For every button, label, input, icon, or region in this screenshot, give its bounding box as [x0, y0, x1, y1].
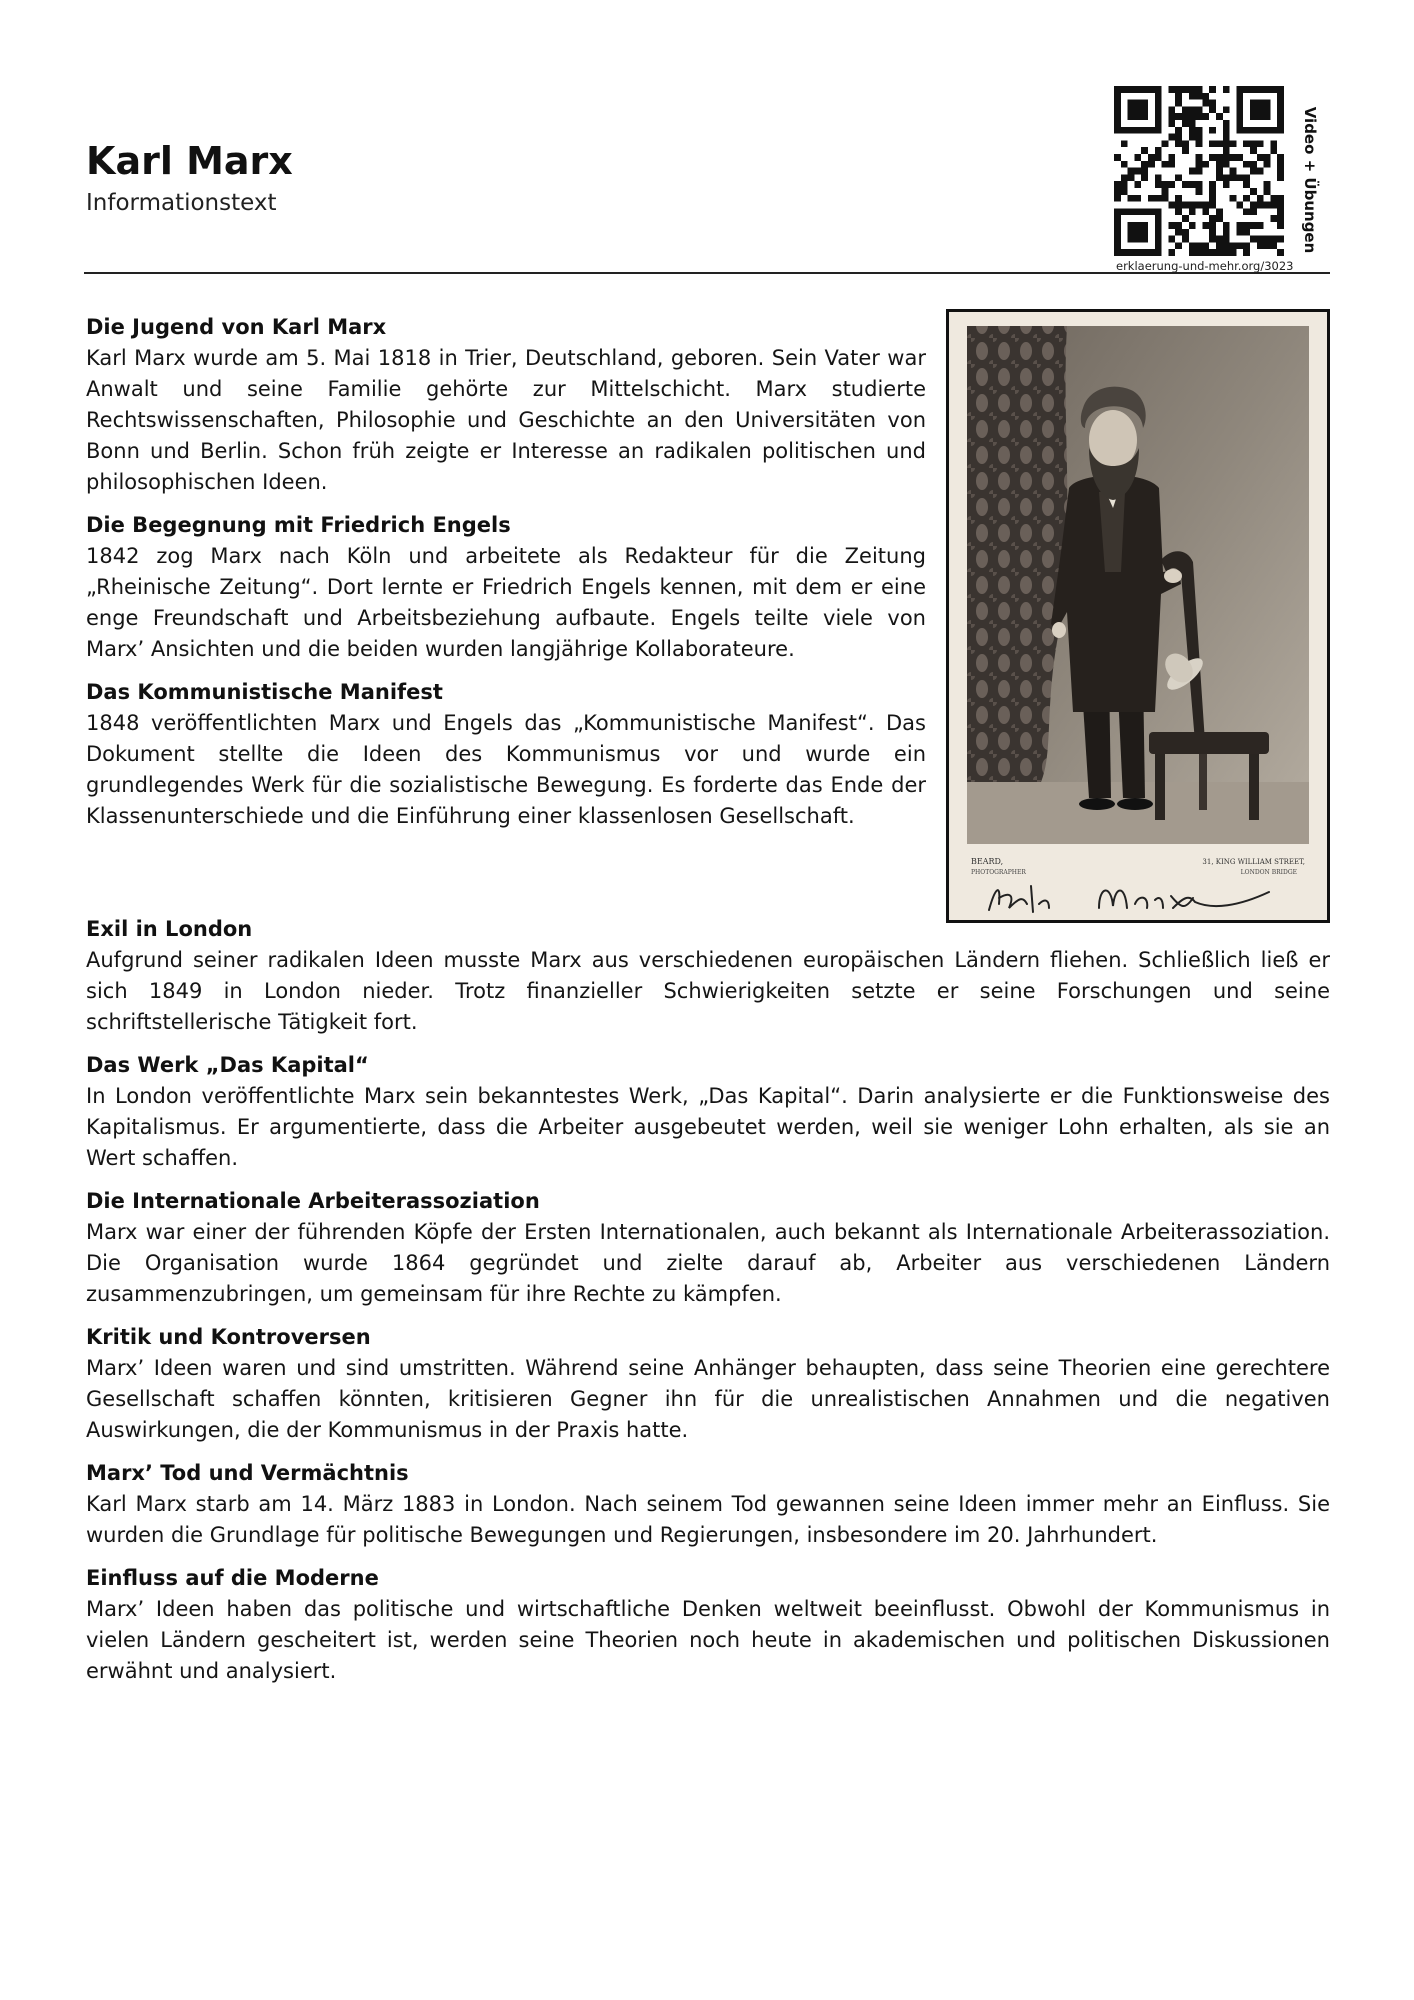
qr-code-url[interactable]: erklaerung-und-mehr.org/3023 — [1116, 259, 1294, 273]
section-manifest — [86, 677, 926, 832]
section-text: Marx war einer der führenden Köpfe der Ersten Internationalen, auch bekannt als Internationale Arbeiterassoziation. Die Organisation wurde 1864 gegründet und zielte darauf ab, Arbeiter aus verschiedenen Ländern zusammenzubringen, um gemeinsam für ihre Rechte zu kämpfen. — [86, 1220, 1330, 1306]
video-exercises-label — [1296, 100, 1324, 260]
section-heading: Das Kommunistische Manifest — [86, 680, 443, 704]
section-heading: Exil in London — [86, 917, 253, 941]
text-column-beside-photo — [86, 312, 926, 844]
section-heading: Einfluss auf die Moderne — [86, 1566, 379, 1590]
photographer-address-right: 31, KING WILLIAM STREET, — [1202, 858, 1305, 866]
section-jugend — [86, 312, 926, 498]
section-text: In London veröffentlichte Marx sein bekanntestes Werk, „Das Kapital“. Darin analysierte er die Funktionsweise des Kapitalismus. Er argumentierte, dass die Arbeiter ausgebeutet werden, weil sie weniger Lohn erhalten, als sie an Wert schaffen. — [86, 1084, 1330, 1170]
section-kapital — [86, 1050, 1330, 1174]
section-heading: Die Internationale Arbeiterassoziation — [86, 1189, 540, 1213]
header-divider — [84, 272, 1330, 274]
section-exil — [86, 914, 1330, 1038]
section-text: 1848 veröffentlichten Marx und Engels das „Kommunistische Manifest“. Das Dokument stellte die Ideen des Kommunismus vor und wurde ein grundlegendes Werk für die sozialistische Bewegung. Es forderte das Ende der Klassenunterschiede und die Einführung einer klassenlosen Gesellschaft. — [86, 711, 926, 828]
photographer-title-left: PHOTOGRAPHER — [971, 869, 1026, 876]
section-heading: Marx’ Tod und Vermächtnis — [86, 1461, 409, 1485]
section-moderne — [86, 1563, 1330, 1687]
section-text: Karl Marx wurde am 5. Mai 1818 in Trier, Deutschland, geboren. Sein Vater war Anwalt und seine Familie gehörte zur Mittelschicht. Marx studierte Rechtswissenschaften, Philosophie und Geschichte an den Universitäten von Bonn und Berlin. Schon früh zeigte er Interesse an radikalen politischen und philosophischen Ideen. — [86, 346, 926, 494]
section-text: Karl Marx starb am 14. März 1883 in London. Nach seinem Tod gewannen seine Ideen immer mehr an Einfluss. Sie wurden die Grundlage für politische Bewegungen und Regierungen, insbesondere im 20. Jahrhundert. — [86, 1492, 1330, 1547]
qr-code-icon[interactable] — [1114, 86, 1284, 256]
section-tod — [86, 1458, 1330, 1551]
page-subtitle: Informationstext — [86, 190, 277, 216]
qr-code-block[interactable] — [1114, 86, 1294, 276]
section-heading: Die Jugend von Karl Marx — [86, 315, 387, 339]
photographer-city-right: LONDON BRIDGE — [1240, 869, 1297, 876]
text-column-full-width — [86, 914, 1330, 1699]
portrait-photo-image — [949, 312, 1327, 920]
page-title: Karl Marx — [86, 139, 293, 183]
section-text: Aufgrund seiner radikalen Ideen musste Marx aus verschiedenen europäischen Ländern fliehen. Schließlich ließ er sich 1849 in London nieder. Trotz finanzieller Schwierigkeiten setzte er seine Forschungen und seine schriftstellerische Tätigkeit fort. — [86, 948, 1330, 1034]
section-kritik — [86, 1322, 1330, 1446]
section-heading: Die Begegnung mit Friedrich Engels — [86, 513, 511, 537]
section-text: 1842 zog Marx nach Köln und arbeitete als Redakteur für die Zeitung „Rheinische Zeitung“. Dort lernte er Friedrich Engels kennen, mit dem er eine enge Freundschaft und Arbeitsbeziehung aufbaute. Engels teilte viele von Marx’ Ansichten und die beiden wurden langjährige Kollaborateure. — [86, 544, 926, 661]
section-text: Marx’ Ideen waren und sind umstritten. Während seine Anhänger behaupten, dass seine Theorien eine gerechtere Gesellschaft schaffen könnten, kritisieren Gegner ihn für die unrealistischen Annahmen und die negativen Auswirkungen, die der Kommunismus in der Praxis hatte. — [86, 1356, 1330, 1442]
section-internationale — [86, 1186, 1330, 1310]
video-exercises-label-text: Video + Übungen — [1301, 106, 1319, 254]
section-text: Marx’ Ideen haben das politische und wirtschaftliche Denken weltweit beeinflusst. Obwohl der Kommunismus in vielen Ländern gescheitert ist, werden seine Theorien noch heute in akademischen und politischen Diskussionen erwähnt und analysiert. — [86, 1597, 1330, 1683]
photographer-name-left: BEARD, — [971, 857, 1004, 866]
section-heading: Kritik und Kontroversen — [86, 1325, 371, 1349]
karl-marx-portrait — [946, 309, 1330, 923]
section-engels — [86, 510, 926, 665]
section-heading: Das Werk „Das Kapital“ — [86, 1053, 369, 1077]
